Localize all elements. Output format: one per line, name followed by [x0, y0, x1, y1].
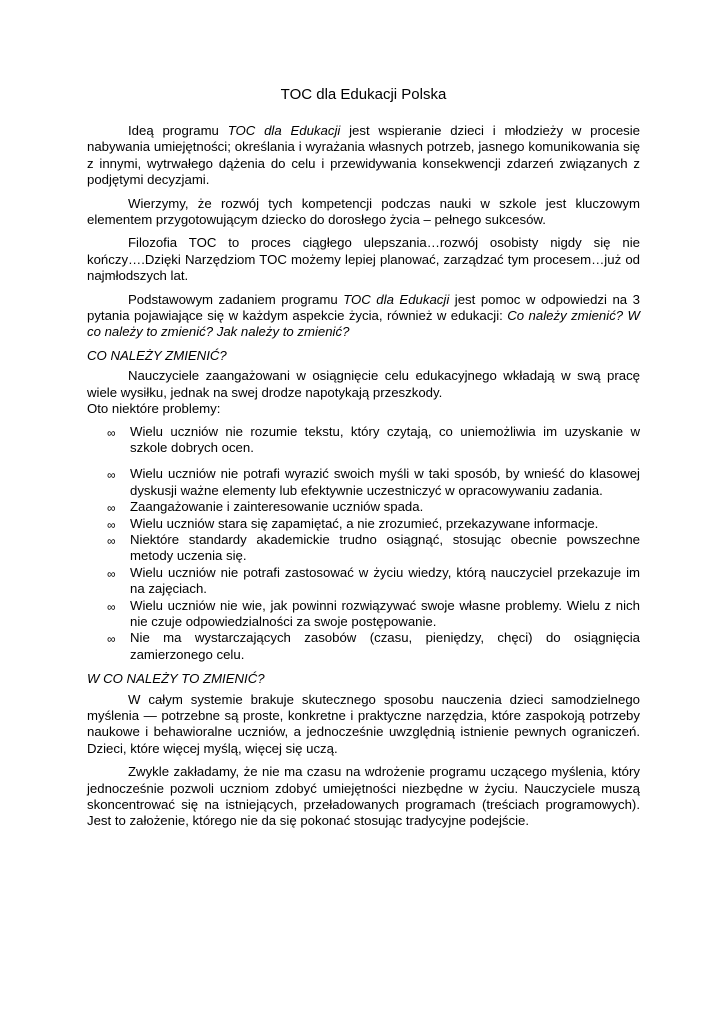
intro-text-before: Ideą programu — [128, 123, 228, 138]
list-item — [87, 565, 640, 598]
list-item — [87, 499, 640, 515]
infinity-bullet-icon: ∞ — [107, 599, 116, 614]
list-item-text: Zaangażowanie i zainteresowanie uczniów spada. — [130, 499, 424, 515]
infinity-bullet-icon: ∞ — [107, 501, 116, 516]
section-heading-w-co-nalezy-to-zmienic: W CO NALEŻY TO ZMIENIĆ? — [87, 671, 265, 687]
list-item-text: Wielu uczniów nie rozumie tekstu, który czytają, co uniemożliwia im uzyskanie w szkole dobrych ocen. — [130, 423, 640, 455]
infinity-bullet-icon: ∞ — [107, 566, 116, 581]
list-item — [87, 598, 640, 631]
list-item-text: Wielu uczniów stara się zapamiętać, a nie zrozumieć, przekazywane informacje. — [130, 515, 599, 531]
list-item-text: Wielu uczniów nie potrafi wyrazić swoich myśli w taki sposób, by wnieść do klasowej dyskusji ważne elementy lub efektywnie uczestniczyć w opracowywaniu zadania. — [130, 466, 640, 498]
infinity-bullet-icon: ∞ — [107, 425, 116, 440]
p4-text-before: Podstawowym zadaniem programu — [128, 291, 344, 307]
list-item — [87, 424, 640, 457]
infinity-bullet-icon: ∞ — [107, 533, 116, 548]
section-1-intro: Nauczyciele zaangażowani w osiągnięcie celu edukacyjnego wkładają w swą pracę wiele wysiłku, jednak na swej drodze napotykają przeszkody. — [87, 368, 640, 400]
p4-program-name: TOC dla Edukacji — [343, 291, 450, 307]
section-2-paragraph-1: W całym systemie brakuje skutecznego sposobu nauczenia dzieci samodzielnego myślenia — potrzebne są proste, konkretne i praktyczne narzędzia, które zaspokoją potrzeby naukowe i behawioralne uczniów, a jednocześnie uwzględnią istnienie pewnych ograniczeń. Dzieci, które więcej myślą, więcej się uczą. — [87, 691, 640, 756]
list-item — [87, 532, 640, 565]
list-item-text: Wielu uczniów nie wie, jak powinni rozwiązywać swoje własne problemy. Wielu z nich nie czuje odpowiedzialności za swoje postępowanie. — [130, 597, 640, 629]
document-title: TOC dla Edukacji Polska — [280, 86, 447, 103]
intro-text-after: jest wspieranie dzieci i młodzieży w procesie nabywania umiejętności; określania i wyrażania własnych potrzeb, jasnego komunikowania się z innymi, wytrwałego dążenia do celu i przewidywania konsekwencji zdarzeń związanych z podjętymi decyzjami. — [87, 123, 641, 188]
infinity-bullet-icon: ∞ — [107, 632, 116, 647]
list-item-text: Niektóre standardy akademickie trudno osiągnąć, stosując obecnie powszechne metody uczenia się. — [130, 531, 640, 564]
intro-paragraph — [87, 123, 640, 189]
list-item — [87, 466, 640, 499]
p4-text-middle: jest pomoc w odpowiedzi na 3 pytania pojawiające się w każdym aspekcie życia, również w edukacji: — [87, 291, 640, 324]
section-heading-co-nalezy-zmienic: CO NALEŻY ZMIENIĆ? — [87, 347, 227, 363]
list-item — [87, 630, 640, 663]
infinity-bullet-icon: ∞ — [107, 517, 116, 532]
infinity-bullet-icon: ∞ — [107, 468, 116, 483]
paragraph-3: Filozofia TOC to proces ciągłego ulepszania…rozwój osobisty nigdy się nie kończy….Dzięki Narzędziom TOC możemy lepiej planować, zarządzać tym procesem…już od najmłodszych lat. — [87, 235, 640, 284]
intro-program-name: TOC dla Edukacji — [227, 123, 341, 138]
document-body — [87, 86, 640, 837]
problems-list — [87, 424, 640, 664]
list-item — [87, 516, 640, 532]
section-2-paragraph-2: Zwykle zakładamy, że nie ma czasu na wdrożenie programu uczącego myślenia, który jednocześnie pozwoli uczniom zdobyć umiejętności niezbędne w życiu. Nauczyciele muszą skoncentrować się na istniejących, przeładowanych programach (treściach programowych). Jest to założenie, którego nie da się pokonać stosując tradycyjne podejście. — [87, 764, 640, 829]
list-item-text: Nie ma wystarczających zasobów (czasu, pieniędzy, chęci) do osiągnięcia zamierzonego celu. — [130, 630, 640, 662]
paragraph-4 — [87, 292, 640, 341]
problems-list-intro: Oto niektóre problemy: — [87, 401, 221, 417]
p4-questions: Co należy zmienić? W co należy to zmienić? Jak należy to zmienić? — [87, 308, 640, 340]
paragraph-2: Wierzymy, że rozwój tych kompetencji podczas nauki w szkole jest kluczowym elementem przygotowującym dziecko do dorosłego życia – pełnego sukcesów. — [87, 195, 640, 228]
list-item-text: Wielu uczniów nie potrafi zastosować w życiu wiedzy, którą nauczyciel przekazuje im na zajęciach. — [130, 564, 640, 597]
